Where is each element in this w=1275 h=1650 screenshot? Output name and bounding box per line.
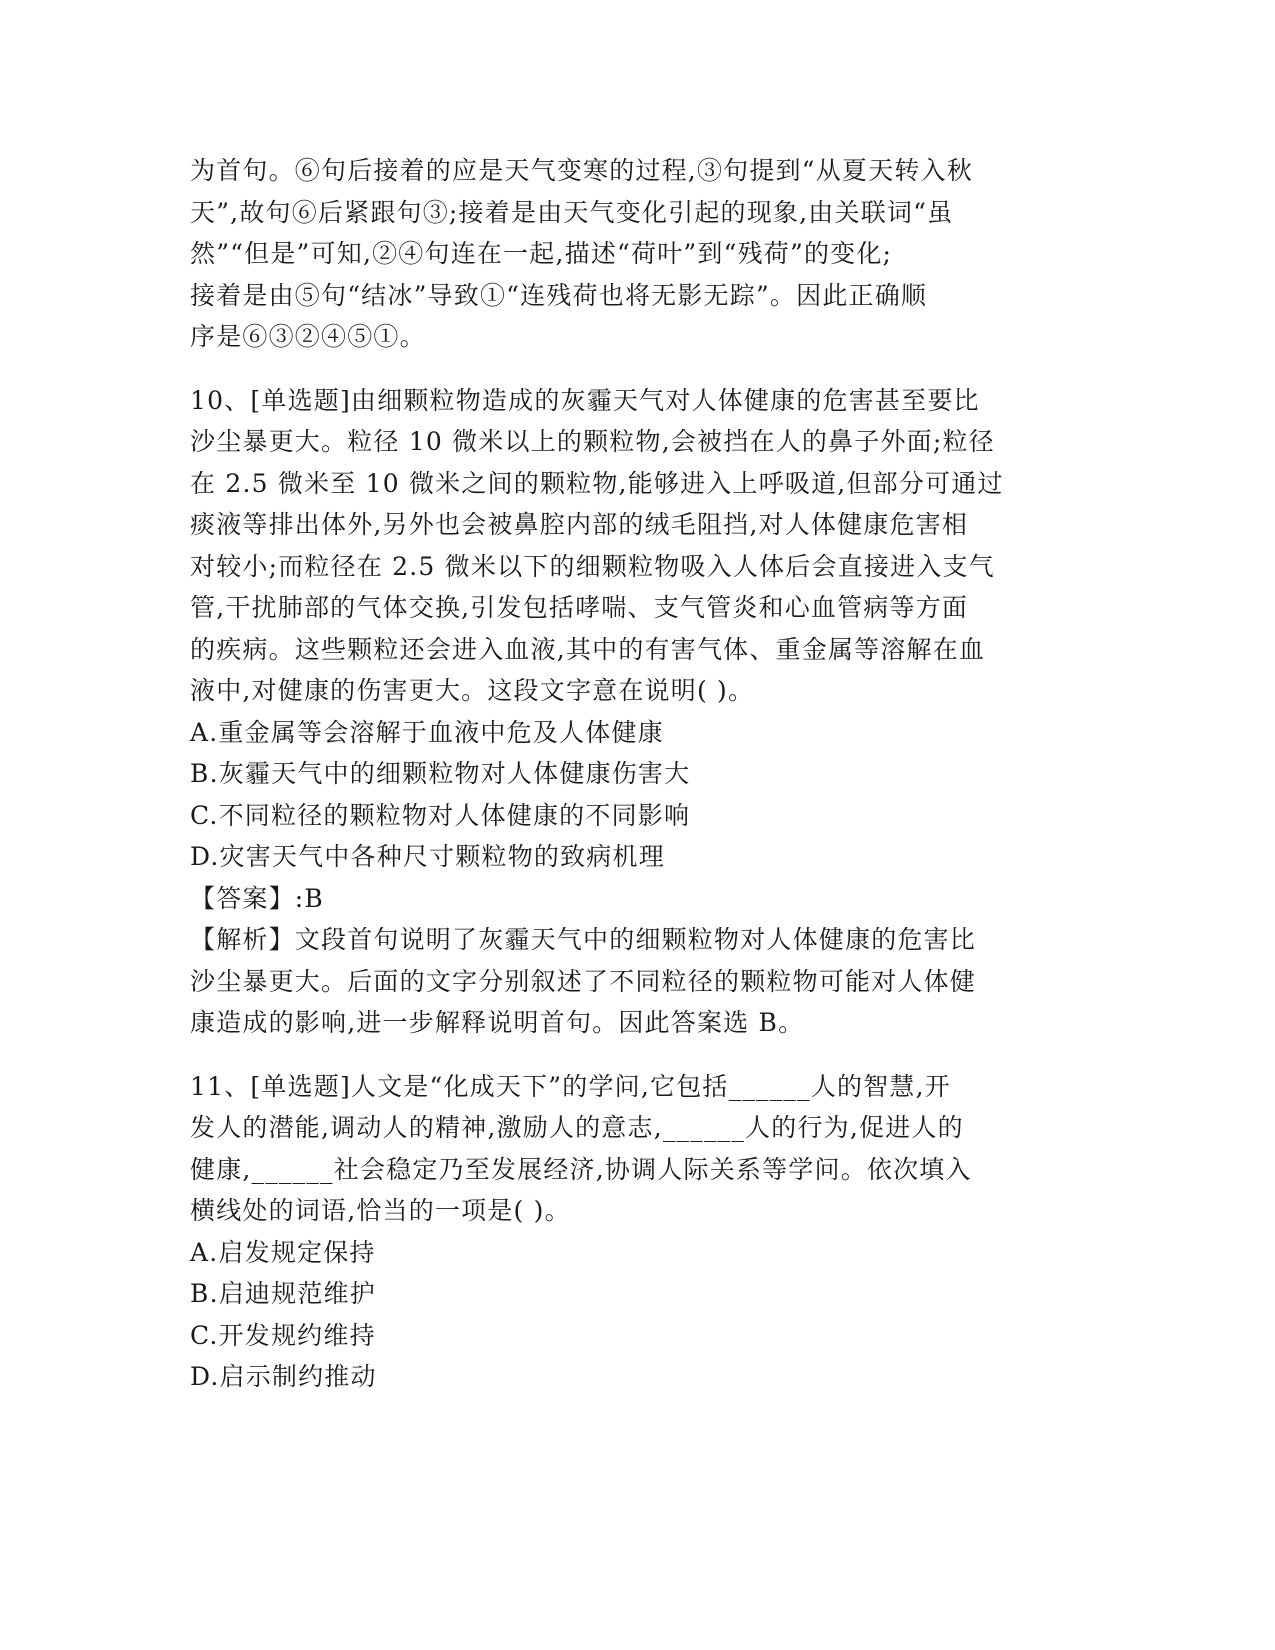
option-a: A.启发规定保持 [190, 1237, 376, 1267]
analysis-line: 沙尘暴更大。后面的文字分别叙述了不同粒径的颗粒物可能对人体健 [190, 966, 977, 996]
explanation-line: 然”“但是”可知,②④句连在一起,描述“荷叶”到“残荷”的变化; [190, 239, 893, 268]
option-d: D.灾害天气中各种尺寸颗粒物的致病机理 [190, 842, 665, 871]
page-content [190, 150, 1070, 1398]
spacer [190, 358, 1070, 380]
option-c: C.开发规约维持 [190, 1320, 376, 1350]
question-stem-line: 痰液等排出体外,另外也会被鼻腔内部的绒毛阻挡,对人体健康危害相 [190, 510, 969, 539]
question-stem-line: 健康,______社会稳定乃至发展经济,协调人际关系等学问。依次填入 [190, 1154, 972, 1184]
explanation-line: 序是⑥③②④⑤①。 [190, 322, 426, 351]
question-10 [190, 380, 1070, 1044]
question-stem-line: 在 2.5 微米至 10 微米之间的颗粒物,能够进入上呼吸道,但部分可通过 [190, 468, 1004, 498]
analysis-line: 【解析】文段首句说明了灰霾天气中的细颗粒物对人体健康的危害比 [190, 925, 977, 954]
option-a: A.重金属等会溶解于血液中危及人体健康 [190, 717, 664, 747]
question-stem-line: 对较小;而粒径在 2.5 微米以下的细颗粒物吸入人体后会直接进入支气 [190, 551, 995, 581]
answer: 【答案】:B [190, 883, 324, 913]
explanation-line: 为首句。⑥句后接着的应是天气变寒的过程,③句提到“从夏天转入秋 [190, 156, 973, 185]
analysis-line: 康造成的影响,进一步解释说明首句。因此答案选 B。 [190, 1008, 805, 1037]
question-stem-line: 发人的潜能,调动人的精神,激励人的意志,______人的行为,促进人的 [190, 1113, 964, 1142]
question-stem-line: 管,干扰肺部的气体交换,引发包括哮喘、支气管炎和心血管病等方面 [190, 593, 969, 622]
option-c: C.不同粒径的颗粒物对人体健康的不同影响 [190, 800, 691, 830]
spacer [190, 1044, 1070, 1066]
question-stem-line: 10、[单选题]由细颗粒物造成的灰霾天气对人体健康的危害甚至要比 [190, 385, 980, 415]
explanation-line: 接着是由⑤句“结冰”导致①“连残荷也将无影无踪”。因此正确顺 [190, 280, 928, 310]
explanation-line: 天”,故句⑥后紧跟句③;接着是由天气变化引起的现象,由关联词“虽 [190, 197, 954, 227]
question-stem-line: 液中,对健康的伤害更大。这段文字意在说明( )。 [190, 676, 755, 705]
option-b: B.启迪规范维护 [190, 1279, 376, 1308]
question-stem-line: 的疾病。这些颗粒还会进入血液,其中的有害气体、重金属等溶解在血 [190, 634, 986, 664]
question-11 [190, 1066, 1070, 1398]
question-stem-line: 11、[单选题]人文是“化成天下”的学问,它包括______人的智慧,开 [190, 1071, 951, 1101]
previous-explanation [190, 150, 1070, 358]
option-d: D.启示制约推动 [190, 1362, 377, 1391]
question-stem-line: 横线处的词语,恰当的一项是( )。 [190, 1196, 571, 1225]
question-stem-line: 沙尘暴更大。粒径 10 微米以上的颗粒物,会被挡在人的鼻子外面;粒径 [190, 427, 995, 456]
option-b: B.灰霾天气中的细颗粒物对人体健康伤害大 [190, 759, 691, 788]
